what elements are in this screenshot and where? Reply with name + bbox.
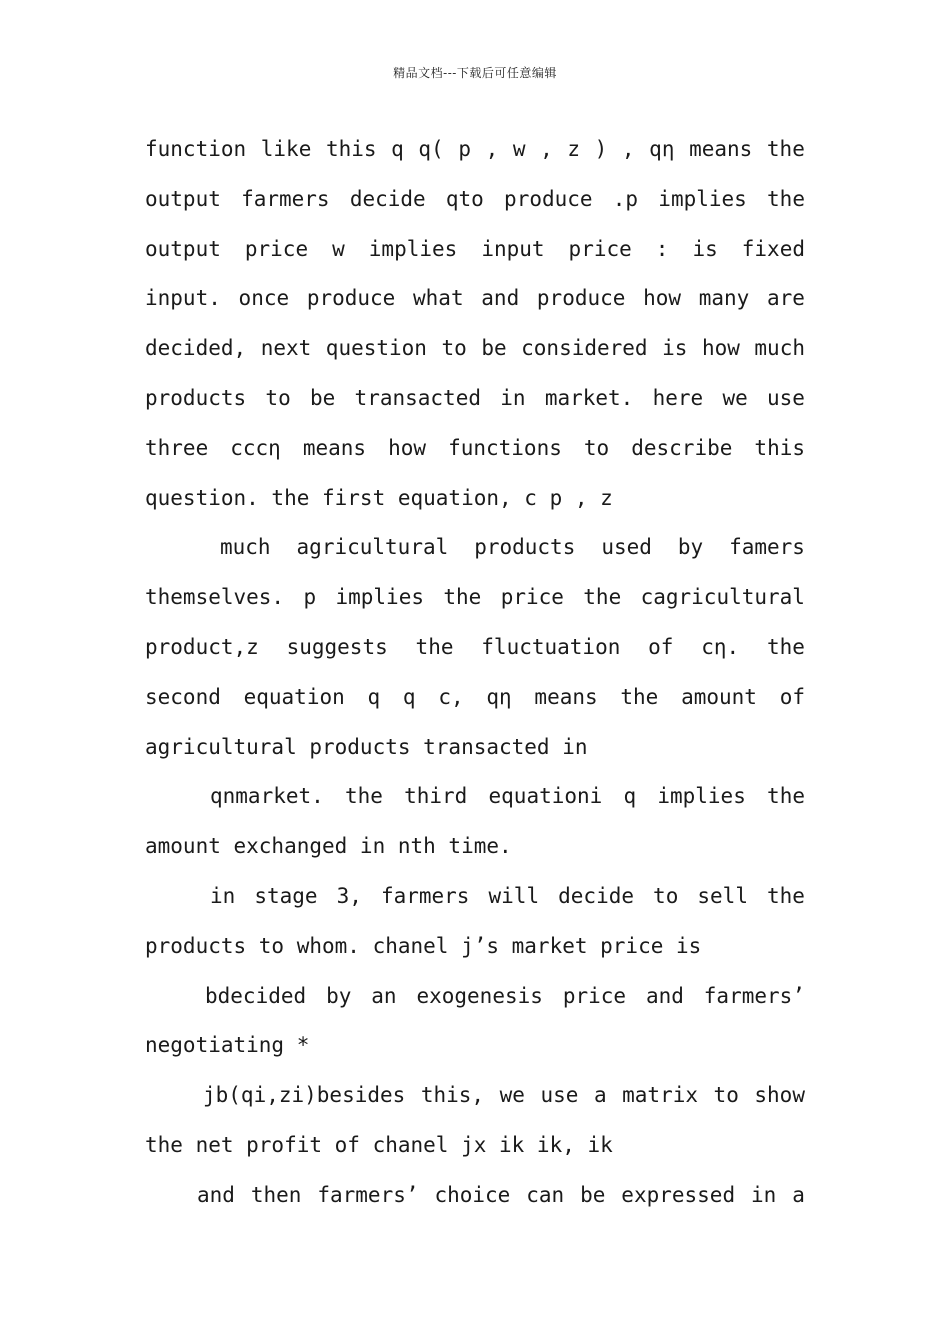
word: how	[643, 286, 682, 311]
word: 3,	[336, 883, 362, 908]
text-line	[145, 673, 805, 723]
word: describe	[631, 435, 733, 460]
word: implies	[335, 585, 424, 610]
word: .p	[612, 186, 639, 211]
word: like	[260, 137, 312, 161]
word: qη	[649, 137, 675, 161]
word: fluctuation	[481, 634, 621, 659]
text-line	[145, 523, 805, 573]
word: qη	[486, 684, 512, 709]
word: what	[413, 286, 464, 311]
word: bdecided	[205, 983, 307, 1008]
word: and	[197, 1182, 235, 1207]
word: third	[404, 784, 468, 809]
word: ,	[621, 137, 635, 161]
word: stage	[254, 883, 318, 908]
word: show	[754, 1083, 805, 1108]
word: q	[402, 684, 416, 709]
text-line: the net profit of chanel jx ik ik, ik	[145, 1132, 613, 1157]
word: will	[488, 883, 540, 908]
word: the	[766, 634, 805, 659]
word: in	[751, 1182, 777, 1207]
word: qnmarket.	[210, 784, 324, 809]
word: the	[767, 784, 805, 809]
word: input	[481, 236, 545, 261]
word: p	[303, 585, 317, 610]
text-line	[145, 324, 805, 374]
word: themselves.	[145, 585, 285, 610]
word: sell	[697, 883, 748, 908]
word: are	[767, 286, 805, 311]
word: be	[580, 1182, 606, 1207]
word: means	[534, 684, 598, 709]
word: and	[481, 286, 520, 311]
word: equationi	[488, 784, 603, 809]
document-body	[145, 125, 805, 1221]
word: market.	[544, 385, 634, 410]
word: this	[754, 435, 805, 460]
word: transacted	[354, 385, 481, 410]
word: used	[601, 535, 652, 560]
word: farmers	[241, 186, 330, 211]
word: a	[593, 1083, 607, 1108]
word: the	[443, 585, 482, 610]
text-line: agricultural products transacted in	[145, 734, 588, 759]
word: :	[655, 236, 669, 261]
text-line	[145, 424, 805, 474]
word: many	[698, 286, 750, 311]
word: means	[689, 137, 753, 161]
word: z	[567, 137, 581, 161]
word: be	[309, 385, 336, 410]
word: q(	[418, 137, 444, 161]
text-line	[145, 125, 805, 175]
word: second	[145, 684, 221, 709]
text-line	[145, 1071, 805, 1121]
word: the	[415, 634, 454, 659]
word: function	[145, 137, 247, 161]
word: )	[594, 137, 608, 161]
word: price	[568, 236, 632, 261]
word: agricultural	[296, 535, 449, 560]
word: product,z	[145, 634, 259, 659]
word: how	[701, 336, 740, 361]
word: a	[792, 1182, 805, 1207]
word: much	[220, 535, 271, 560]
word: famers	[729, 535, 805, 560]
text-line	[145, 623, 805, 673]
word: to	[583, 435, 610, 460]
word: here	[652, 385, 704, 410]
text-line: negotiating *	[145, 1033, 310, 1058]
word: the	[766, 137, 805, 161]
word: produce	[536, 286, 626, 311]
word: ,	[540, 137, 553, 161]
text-line	[145, 772, 805, 822]
word: products	[145, 385, 247, 410]
word: we	[499, 1083, 525, 1108]
word: output	[145, 236, 221, 261]
text-line: amount exchanged in nth time.	[145, 834, 512, 859]
word: be	[481, 336, 507, 361]
word: three	[145, 435, 209, 460]
text-line	[145, 972, 805, 1022]
word: the	[344, 784, 383, 809]
word: use	[540, 1083, 579, 1108]
word: much	[754, 336, 805, 361]
word: w	[512, 137, 526, 161]
word: next	[260, 336, 312, 361]
word: once	[238, 286, 290, 311]
word: an	[371, 983, 397, 1008]
word: p	[458, 137, 471, 161]
word: products	[474, 535, 576, 560]
word: considered	[521, 336, 648, 361]
word: to	[441, 336, 467, 361]
word: the	[767, 883, 805, 908]
word: to	[265, 385, 291, 410]
word: this	[325, 137, 377, 161]
word: price	[500, 585, 564, 610]
word: jb(qi,zi)besides	[203, 1083, 406, 1108]
word: exogenesis	[416, 983, 543, 1008]
word: equation	[243, 684, 345, 709]
word: decide	[558, 883, 634, 908]
word: is	[692, 236, 718, 261]
word: cη.	[701, 634, 740, 659]
word: of	[648, 634, 674, 659]
word: produce	[504, 186, 593, 211]
word: question	[325, 336, 427, 361]
word: qto	[445, 186, 484, 211]
word: we	[722, 385, 748, 410]
text-line: question. the first equation, c p , z	[145, 485, 613, 510]
word: matrix	[622, 1083, 698, 1108]
word: implies	[368, 236, 458, 261]
word: functions	[448, 435, 562, 460]
word: decide	[349, 186, 426, 211]
word: ,	[485, 137, 499, 161]
word: choice	[434, 1182, 511, 1207]
word: can	[526, 1182, 565, 1207]
word: price	[562, 983, 627, 1008]
word: input.	[145, 286, 221, 311]
word: how	[388, 435, 427, 460]
word: cccη	[230, 435, 281, 460]
text-line	[145, 225, 805, 275]
word: produce	[306, 286, 396, 311]
word: by	[677, 535, 704, 560]
word: c,	[438, 684, 464, 709]
word: use	[767, 385, 805, 410]
word: price	[244, 236, 309, 261]
text-line: products to whom. chanel j’s market price is	[145, 933, 702, 958]
word: the	[767, 186, 805, 211]
word: amount	[681, 684, 757, 709]
word: output	[145, 186, 221, 211]
word: implies	[658, 186, 747, 211]
word: fixed	[741, 236, 805, 261]
word: farmers’	[703, 983, 805, 1008]
word: and	[645, 983, 684, 1008]
page-header: 精品文档---下载后可任意编辑	[393, 66, 557, 80]
word: then	[250, 1182, 302, 1207]
word: farmers	[380, 883, 470, 908]
word: w	[332, 236, 345, 261]
word: of	[779, 684, 805, 709]
word: expressed	[621, 1182, 736, 1207]
word: q	[623, 784, 637, 809]
word: to	[713, 1083, 739, 1108]
word: q	[367, 684, 381, 709]
text-line	[145, 374, 805, 424]
word: q	[391, 137, 404, 161]
word: this,	[420, 1083, 485, 1108]
word: the	[620, 684, 659, 709]
word: to	[653, 883, 679, 908]
word: is	[662, 336, 688, 361]
word: in	[500, 385, 526, 410]
text-line	[145, 872, 805, 922]
word: implies	[657, 784, 746, 809]
word: farmers’	[317, 1182, 419, 1207]
word: suggests	[286, 634, 388, 659]
word: cagricultural	[640, 585, 805, 610]
word: means	[302, 435, 367, 460]
word: in	[210, 883, 236, 908]
text-line	[145, 573, 805, 623]
text-line	[145, 175, 805, 225]
word: decided,	[145, 336, 247, 361]
text-line	[145, 1171, 805, 1221]
word: by	[326, 983, 352, 1008]
text-line	[145, 274, 805, 324]
word: the	[583, 585, 622, 610]
